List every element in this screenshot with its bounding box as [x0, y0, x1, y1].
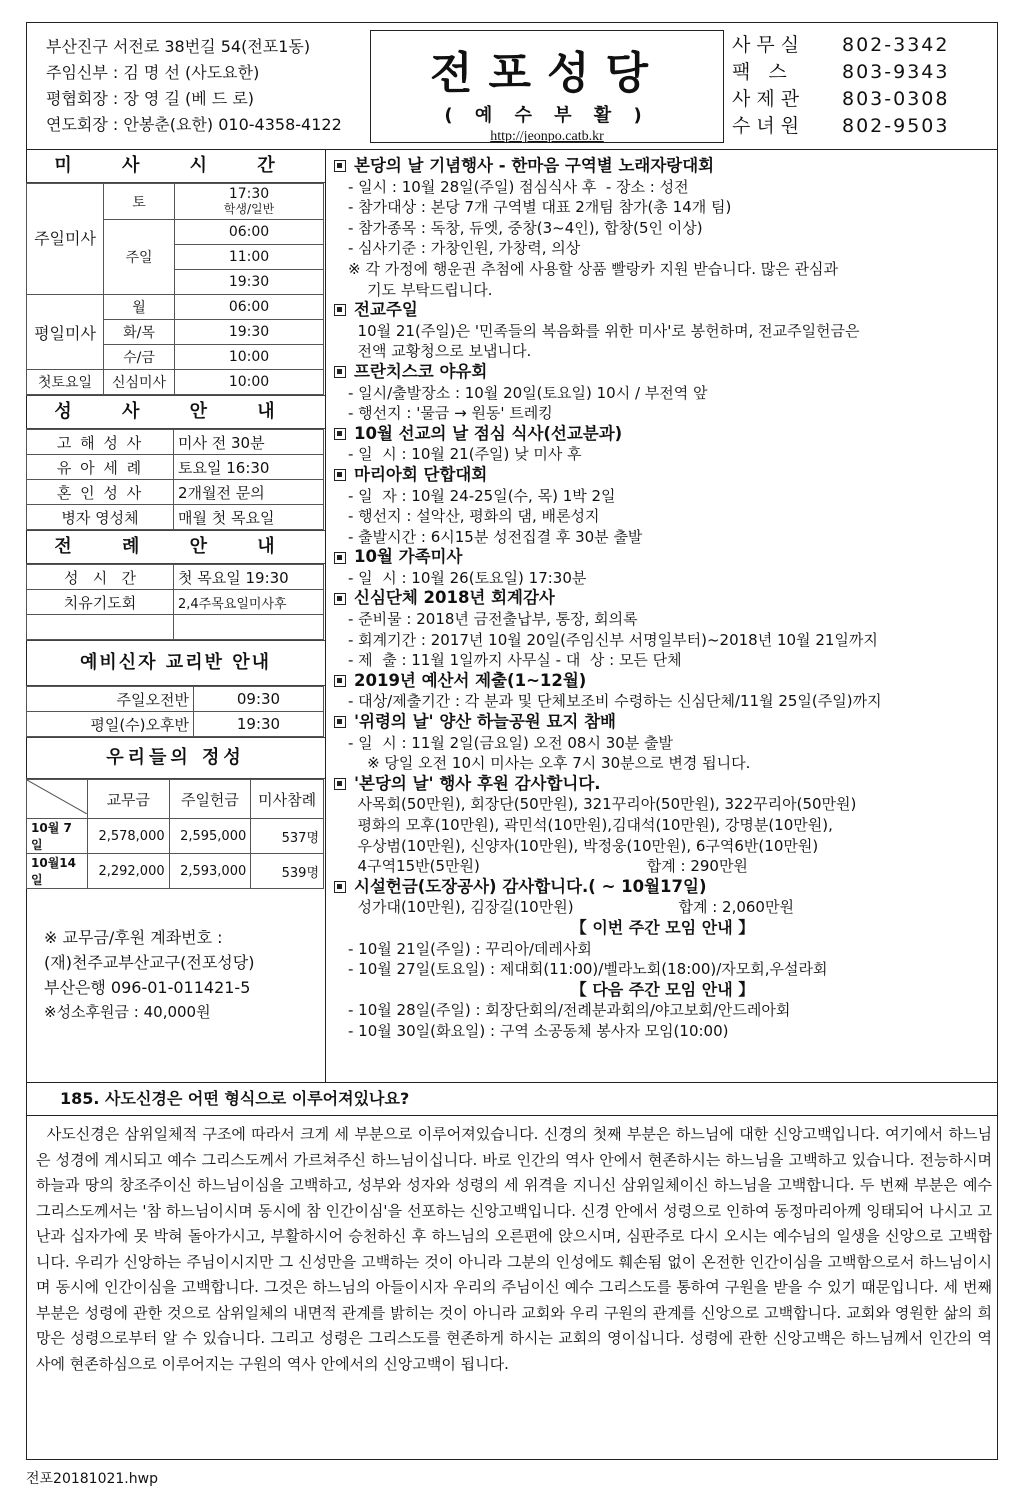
news-heading-text: 전교주일 [354, 300, 418, 320]
news-line: - 출발시간 : 6시15분 성전집결 후 30분 출발 [348, 527, 643, 546]
news-line: - 일시/출발장소 : 10월 20일(토요일) 10시 / 부전역 앞 [348, 383, 708, 402]
liturgy-info [174, 615, 324, 640]
col-header: 교무금 [88, 780, 170, 819]
news-heading [330, 424, 995, 445]
contact-row [732, 59, 949, 86]
news-heading [330, 877, 995, 898]
news-heading [330, 712, 995, 733]
sunday-time-2: 11:00 [175, 245, 324, 270]
square-bullet-icon [334, 716, 346, 728]
square-bullet-icon [334, 675, 346, 687]
news-line: 기도 부탁드립니다. [348, 280, 493, 299]
news-line: 사목회(50만원), 회장단(50만원), 321꾸리아(50만원), 322꾸리아(50만원) [348, 795, 857, 814]
news-line: - 행선지 : '물금 → 원동' 트레킹 [348, 404, 553, 423]
liturgy-table [26, 564, 324, 640]
sacrament-name: 유 아 세 례 [27, 455, 174, 480]
offering-date: 10월 7일 [27, 819, 88, 854]
news-line: ※ 당일 오전 10시 미사는 오후 7시 30분으로 변경 됩니다. [348, 754, 751, 773]
first-saturday-type: 신심미사 [104, 370, 175, 395]
offering-value: 2,593,000 [169, 854, 251, 889]
contact-row [732, 32, 949, 59]
saturday-note: 학생/일반 [223, 201, 275, 216]
contact-row [732, 86, 949, 113]
news-heading [330, 362, 995, 383]
weekday-day: 수/금 [104, 345, 175, 370]
square-bullet-icon [334, 881, 346, 893]
sacraments-table [26, 429, 324, 530]
news-heading [330, 156, 995, 177]
news-heading [330, 300, 995, 321]
contact-number: 803-0308 [842, 88, 950, 110]
question-answer [36, 1122, 992, 1377]
liturgy-name [27, 615, 174, 640]
liturgy-info: 2,4주목요일미사후 [174, 590, 324, 615]
weekday-time: 10:00 [175, 345, 324, 370]
col-header: 미사참례 [251, 780, 324, 819]
news-line: - 일 시 : 11월 2일(금요일) 오전 08시 30분 출발 [348, 733, 674, 752]
square-bullet-icon [334, 304, 346, 316]
first-saturday-label: 첫토요일 [27, 370, 104, 395]
website-link[interactable]: http://jeonpo.catb.kr [490, 129, 604, 144]
offering-title: 우리들의 정성 [26, 737, 325, 779]
offering-value: 2,578,000 [88, 819, 170, 854]
sunday-time-1: 06:00 [175, 220, 324, 245]
col-header: 주일헌금 [169, 780, 251, 819]
news-heading-text: 신심단체 2018년 회계감사 [354, 588, 555, 608]
sacrament-info: 미사 전 30분 [174, 430, 324, 455]
news-line: - 참가대상 : 본당 7개 구역별 대표 2개팀 참가(총 14개 팀) [348, 198, 732, 217]
this-week-heading: 【 이번 주간 모임 안내 】 [570, 917, 755, 937]
diagonal-cell [27, 780, 88, 819]
news-line: ※ 각 가정에 행운권 추첨에 사용할 상품 빨랑카 지원 받습니다. 많은 관심과 [348, 259, 838, 278]
news-line: - 행선지 : 설악산, 평화의 댐, 배론성지 [348, 507, 600, 526]
news-line: - 심사기준 : 가창인원, 가창력, 의상 [348, 239, 581, 258]
offering-date: 10월14일 [27, 854, 88, 889]
liturgy-title: 전 례 안 내 [26, 530, 325, 564]
left-column [26, 150, 326, 1082]
parish-info [46, 34, 342, 138]
news-line: - 회계기간 : 2017년 10월 20일(주임신부 서명일부터)~2018년 10월 21일까지 [348, 630, 878, 649]
diagonal-line [27, 780, 87, 814]
news-heading-text: 프란치스코 야유회 [354, 361, 488, 381]
news-heading-text: 2019년 예산서 제출(1~12월) [354, 670, 587, 690]
news-line: - 참가종목 : 독창, 듀엣, 중창(3~4인), 합창(5인 이상) [348, 218, 703, 237]
news-line: - 일 시 : 10월 26(토요일) 17:30분 [348, 568, 587, 587]
saturday-label: 토 [104, 184, 175, 220]
contact-label: 사제관 [732, 88, 806, 110]
news-line: 우상범(10만원), 신양자(10만원), 박정웅(10만원), 6구역6반(10만원) [348, 836, 819, 855]
news-heading-text: 본당의 날 기념행사 - 한마음 구역별 노래자랑대회 [354, 156, 715, 175]
square-bullet-icon [334, 160, 346, 172]
news-heading-text: 시설헌금(도장공사) 감사합니다.( ~ 10월17일) [354, 876, 707, 896]
news-line: 전액 교황청으로 보냅니다. [348, 342, 532, 361]
weekday-day: 월 [104, 295, 175, 320]
catechumen-table [26, 686, 324, 737]
square-bullet-icon [334, 552, 346, 564]
saturday-time: 17:30 [228, 185, 270, 202]
class-time: 19:30 [194, 712, 324, 737]
header [26, 22, 998, 150]
square-bullet-icon [334, 593, 346, 605]
saturday-mass [175, 184, 324, 220]
mass-table [26, 183, 324, 395]
sacraments-title: 성 사 안 내 [26, 395, 325, 429]
news-heading-text: '위령의 날' 양산 하늘공원 묘지 참배 [354, 712, 616, 732]
news-heading [330, 547, 995, 568]
news-heading [330, 465, 995, 486]
contact-number: 802-3342 [842, 34, 950, 56]
class-name: 평일(수)오후반 [27, 712, 194, 737]
weekday-day: 화/목 [104, 320, 175, 345]
first-saturday-time: 10:00 [175, 370, 324, 395]
offering-table [26, 779, 324, 889]
attendance-value: 539명 [251, 854, 324, 889]
funeral-president: 연도회장 : 안봉춘(요한) 010-4358-4122 [46, 115, 342, 134]
square-bullet-icon [334, 469, 346, 481]
news-heading-text: 마리아회 단합대회 [354, 464, 488, 484]
offering-value: 2,595,000 [169, 819, 251, 854]
news-line: 10월 21(주일)은 '민족들의 복음화를 위한 미사'로 봉헌하며, 전교주일헌금은 [348, 321, 860, 340]
meeting-line: - 10월 27일(토요일) : 제대회(11:00)/벨라노회(18:00)/자모회,우설라회 [348, 960, 828, 979]
question-title: 185. 사도신경은 어떤 형식으로 이루어져있나요? [26, 1082, 998, 1116]
account-notice [26, 925, 325, 1025]
news-line: - 제 출 : 11월 1일까지 사무실 - 대 상 : 모든 단체 [348, 651, 682, 670]
news-heading-text: 10월 선교의 날 점심 식사(선교분과) [354, 423, 623, 443]
contact-number: 803-9343 [842, 61, 950, 83]
account-heading: ※ 교무금/후원 계좌번호 : [44, 928, 223, 947]
title-box [370, 30, 724, 143]
news-line: - 일 시 : 10월 21(주일) 낮 미사 후 [348, 445, 582, 464]
meeting-line: - 10월 28일(주일) : 회장단회의/전례분과회의/야고보회/안드레아회 [348, 1001, 791, 1020]
sacrament-name: 혼 인 성 사 [27, 480, 174, 505]
weekday-time: 19:30 [175, 320, 324, 345]
weekday-mass-label: 평일미사 [27, 295, 104, 370]
sacrament-name: 병자 영성체 [27, 505, 174, 530]
vocation-fee: ※성소후원금 : 40,000원 [44, 1003, 211, 1021]
news-heading-text: 10월 가족미사 [354, 547, 463, 567]
news-line: - 일 자 : 10월 24-25일(수, 목) 1박 2일 [348, 486, 616, 505]
news-line: 4구역15반(5만원) 합계 : 290만원 [348, 857, 748, 876]
contact-label: 수녀원 [732, 115, 806, 137]
liturgy-name: 치유기도회 [27, 590, 174, 615]
council-president: 평협회장 : 장 영 길 (베 드 로) [46, 89, 255, 108]
news-column [330, 156, 995, 1042]
sacrament-info: 토요일 16:30 [174, 455, 324, 480]
square-bullet-icon [334, 428, 346, 440]
mass-times-title: 미 사 시 간 [26, 150, 325, 183]
weekday-time: 06:00 [175, 295, 324, 320]
catechumen-title: 예비신자 교리반 안내 [26, 640, 325, 686]
news-line: 성가대(10만원), 김장길(10만원) 합계 : 2,060만원 [348, 898, 794, 917]
liturgy-name: 성 시 간 [27, 565, 174, 590]
address: 부산진구 서전로 38번길 54(전포1동) [46, 37, 311, 56]
parish-title: 전포성당 [429, 48, 664, 99]
contact-row [732, 113, 949, 140]
sacrament-info: 2개월전 문의 [174, 480, 324, 505]
contact-label: 팩 스 [732, 61, 793, 83]
contact-list [732, 32, 949, 140]
offering-value: 2,292,000 [88, 854, 170, 889]
meeting-line: - 10월 30일(화요일) : 구역 소공동체 봉사자 모임(10:00) [348, 1021, 729, 1040]
news-line: - 일시 : 10월 28일(주일) 점심식사 후 - 장소 : 성전 [348, 177, 689, 196]
liturgical-season: ( 예 수 부 활 ) [444, 105, 650, 126]
news-heading [330, 588, 995, 609]
answer-text: 사도신경은 삼위일체적 구조에 따라서 크게 세 부분으로 이루어져있습니다. 신경의 첫째 부분은 하느님에 대한 신앙고백입니다. 여기에서 하느님은 성경에 계시되고 예수 그리스도께서 가르쳐주신 하느님이십니다. 바로 인간의 역사 안에서 현존하시는 하느님을 고백하고 있습니다. 전능하시며 하늘과 땅의 창조주이신 하느님이심을 고백하고, 성부와 성자와 성령의 세 위격을 지니신 삼위일체이신 하느님을 고백합니다. 두 번째 부분은 예수 그리스도께서는 '참 하느님이시며 동시에 참 인간이심'을 선포하는 신앙고백입니다. 신경 안에서 성령으로 인하여 동정마리아께 잉태되어 나시고 고난과 십자가에 못 박혀 돌아가시고, 부활하시어 승천하신 후 하느님의 오른편에 앉으시며, 심판주로 다시 오시는 예수님의 일생을 신앙으로 고백합니다. 우리가 신앙하는 주님이시지만 그 신성만을 고백하는 것이 아니라 그분의 인성에도 훼손됨 없이 온전한 인간이심을 고백함으로서 하느님이시며 동시에 인간이심을 고백합니다. 그것은 하느님의 아들이시자 우리의 주님이신 예수 그리스도를 통하여 구원을 받을 수 있기 때문입니다. 세 번째 부분은 성령에 관한 것으로 삼위일체의 내면적 관계를 밝히는 것이 아니라 교회와 우리 구원의 관계를 신앙으로 고백합니다. 교회와 영원한 삶의 희망은 성령으로부터 알 수 있습니다. 그리고 성령은 그리스도를 현존하게 하시는 교회의 영이십니다. 성령에 관한 신앙고백은 하느님께서 인간의 역사에 현존하심으로 이루어지는 구원의 역사 안에서의 신앙고백이 됩니다. [36, 1125, 992, 1373]
liturgy-info: 첫 목요일 19:30 [174, 565, 324, 590]
sunday-mass-label: 주일미사 [27, 184, 104, 295]
sacrament-info: 매월 첫 목요일 [174, 505, 324, 530]
class-time: 09:30 [194, 687, 324, 712]
sunday-label: 주일 [104, 220, 175, 295]
attendance-value: 537명 [251, 819, 324, 854]
contact-label: 사무실 [732, 34, 806, 56]
class-name: 주일오전반 [27, 687, 194, 712]
news-line: - 대상/제출기간 : 각 분과 및 단체보조비 수령하는 신심단체/11월 25일(주일)까지 [348, 692, 882, 711]
account-holder: (재)천주교부산교구(전포성당) [44, 953, 255, 972]
meeting-line: - 10월 21일(주일) : 꾸리아/데레사회 [348, 939, 592, 958]
account-number: 부산은행 096-01-011421-5 [44, 978, 251, 997]
pastor: 주임신부 : 김 명 선 (사도요한) [46, 63, 260, 82]
news-heading [330, 774, 995, 795]
next-week-heading: 【 다음 주간 모임 안내 】 [570, 979, 755, 999]
news-line: - 준비물 : 2018년 금전출납부, 통장, 회의록 [348, 610, 638, 629]
sacrament-name: 고 해 성 사 [27, 430, 174, 455]
file-name: 전포20181021.hwp [26, 1471, 158, 1487]
square-bullet-icon [334, 778, 346, 790]
news-heading [330, 671, 995, 692]
news-heading-text: '본당의 날' 행사 후원 감사합니다. [354, 773, 601, 793]
square-bullet-icon [334, 366, 346, 378]
contact-number: 802-9503 [842, 115, 950, 137]
sunday-time-3: 19:30 [175, 270, 324, 295]
news-line: 평화의 모후(10만원), 곽민석(10만원),김대석(10만원), 강명분(10만원), [348, 816, 833, 834]
